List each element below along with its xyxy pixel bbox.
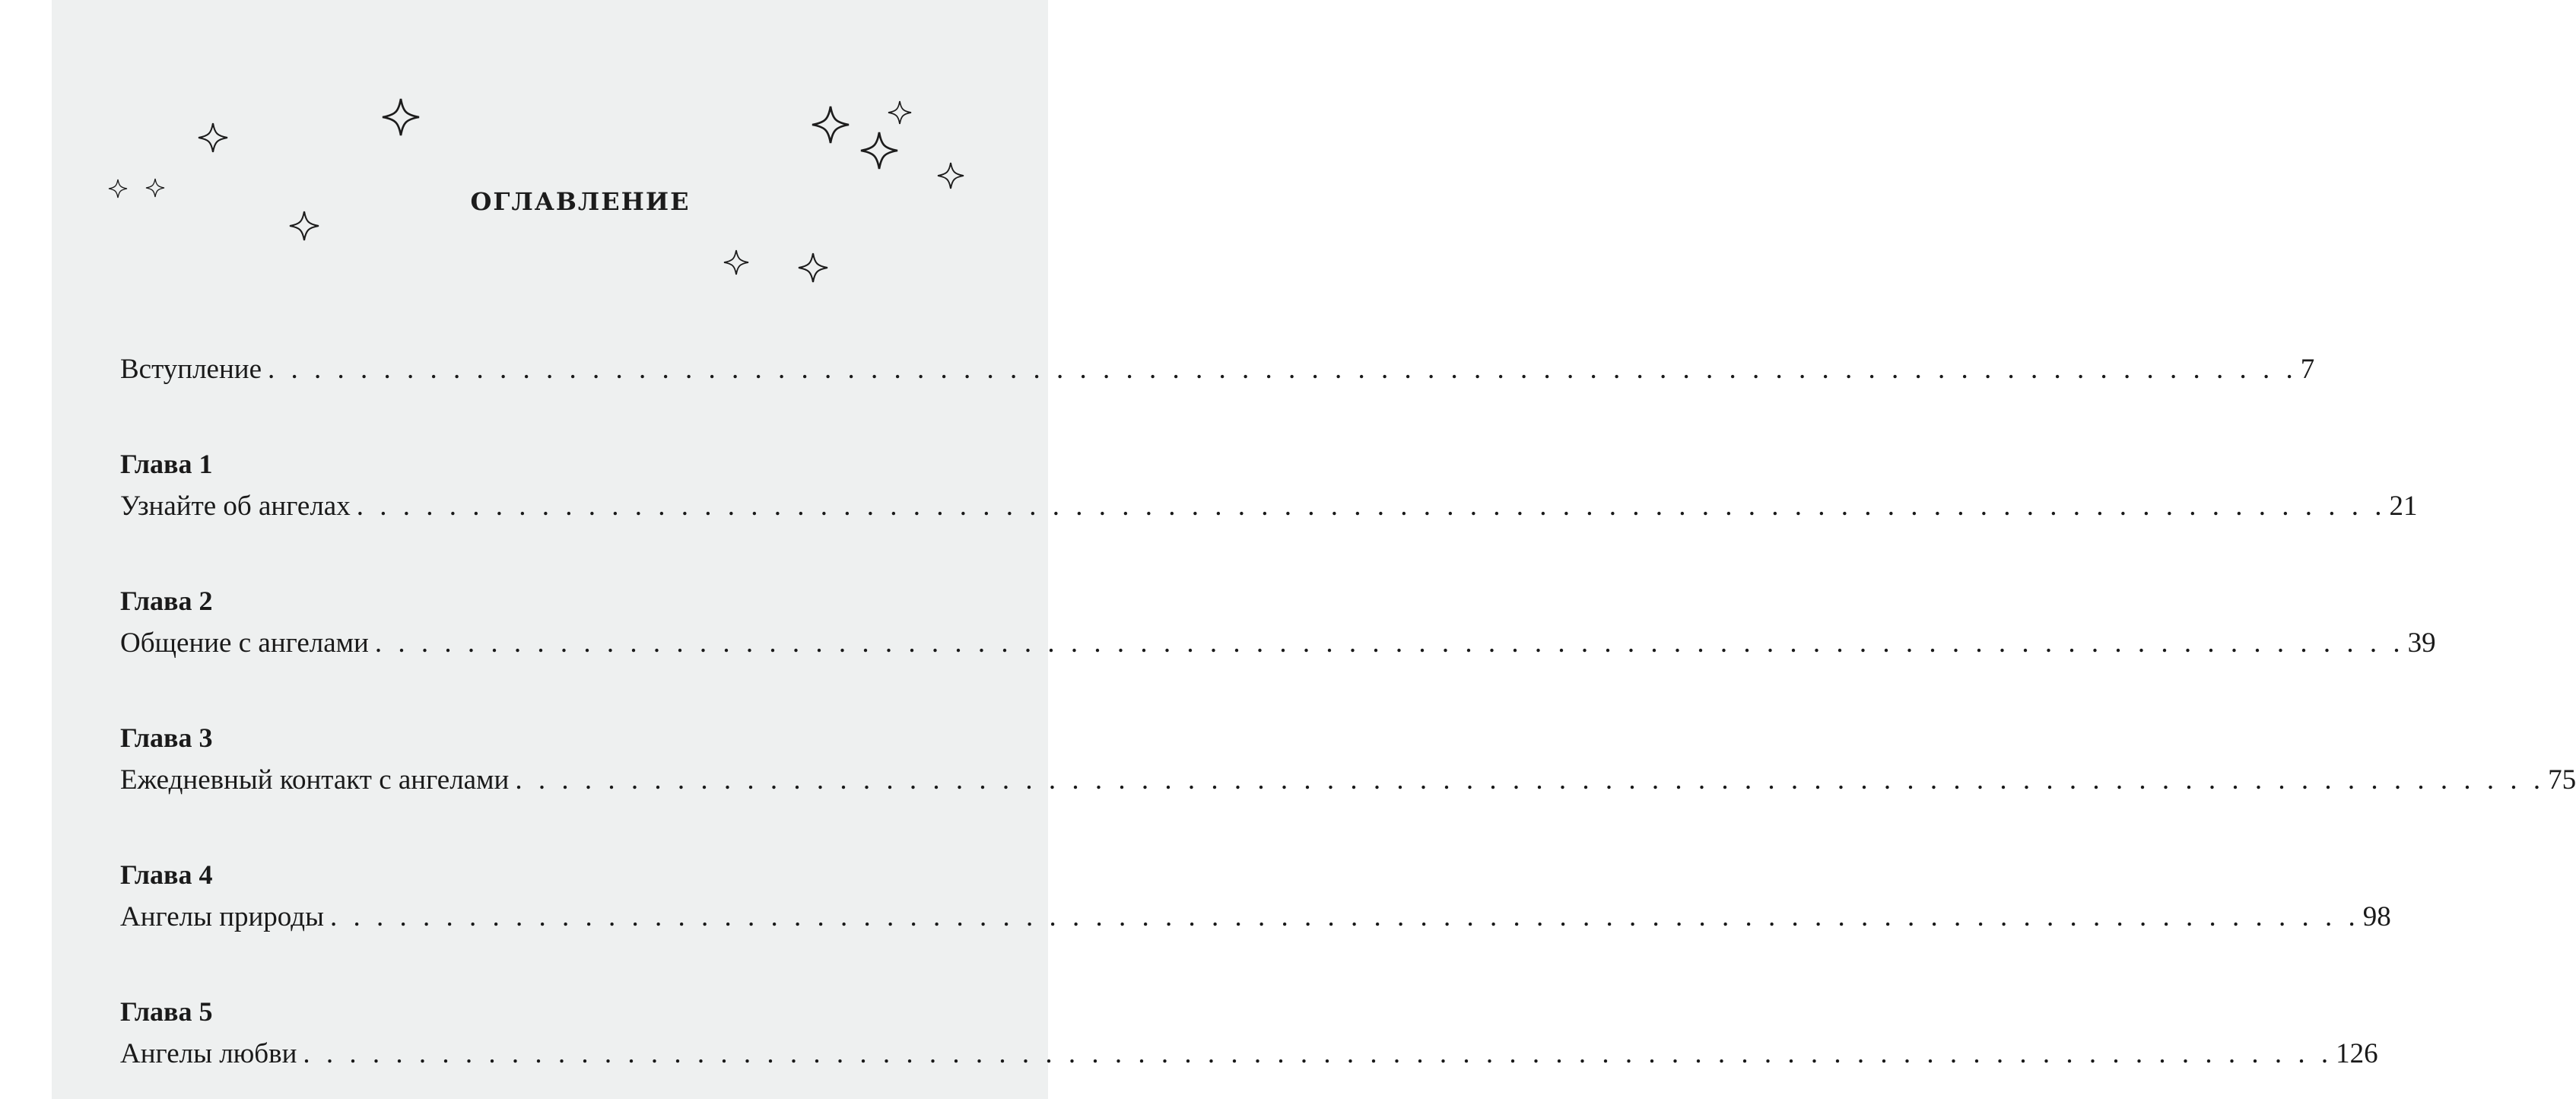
- chapter-label: Глава 3: [120, 723, 213, 753]
- toc-entry[interactable]: [120, 853, 2391, 939]
- entry-page-number: 126: [2336, 1038, 2378, 1069]
- sparkle-star-icon: [799, 253, 827, 282]
- toc-entry[interactable]: [120, 990, 2378, 1075]
- sparkle-star-icon: [812, 106, 849, 143]
- entry-page-number: 98: [2362, 901, 2391, 932]
- toc-entry[interactable]: [120, 348, 2315, 391]
- entry-page-number: 21: [2389, 491, 2418, 522]
- chapter-label: Глава 5: [120, 996, 213, 1027]
- sparkle-star-icon: [199, 123, 227, 152]
- sparkle-star-icon: [888, 101, 911, 124]
- dot-leader: . . . . . . . . . . . . . . . . . . . . . . . . . . . . . . . . . . . . . . . . . . . . . . . . . . . . . . . . . . . . . . . . . . . . . . . . . . . . . . . . . . . . . . . .: [356, 491, 2387, 522]
- dot-leader: . . . . . . . . . . . . . . . . . . . . . . . . . . . . . . . . . . . . . . . . . . . . . . . . . . . . . . . . . . . . . . . . . . . . . . . . . . . . . . . . . . . . . . . .: [515, 764, 2546, 796]
- dot-leader: . . . . . . . . . . . . . . . . . . . . . . . . . . . . . . . . . . . . . . . . . . . . . . . . . . . . . . . . . . . . . . . . . . . . . . . . . . . . . . . . . . . . . . . .: [303, 1038, 2333, 1069]
- entry-title: Ангелы любви: [120, 1038, 297, 1069]
- entry-title: Ежедневный контакт с ангелами: [120, 764, 510, 796]
- entry-title: Ангелы природы: [120, 901, 324, 932]
- toc-entry[interactable]: [120, 443, 2418, 528]
- sparkle-star-icon: [861, 132, 897, 169]
- dot-leader: . . . . . . . . . . . . . . . . . . . . . . . . . . . . . . . . . . . . . . . . . . . . . . . . . . . . . . . . . . . . . . . . . . . . . . . . . . . . . . . . . . . . . . . .: [374, 627, 2405, 659]
- chapter-label: Глава 1: [120, 449, 213, 479]
- book-page: [52, 0, 2576, 1099]
- entry-title: Вступление: [120, 354, 262, 385]
- sparkle-stars: [52, 0, 1048, 304]
- dot-leader: . . . . . . . . . . . . . . . . . . . . . . . . . . . . . . . . . . . . . . . . . . . . . . . . . . . . . . . . . . . . . . . . . . . . . . . . . . . . . . . . . . . . . . . .: [268, 354, 2298, 385]
- toc-entry[interactable]: [120, 580, 2436, 665]
- entry-page-number: 75: [2548, 764, 2576, 796]
- sparkle-star-icon: [724, 250, 748, 275]
- sparkle-star-icon: [383, 99, 419, 135]
- toc-entry[interactable]: [120, 716, 2576, 802]
- entry-page-number: 39: [2407, 627, 2436, 659]
- chapter-label: Глава 4: [120, 859, 213, 890]
- entry-title: Узнайте об ангелах: [120, 491, 351, 522]
- sparkle-star-icon: [938, 163, 964, 189]
- entry-page-number: 7: [2300, 354, 2315, 385]
- entry-title: Общение с ангелами: [120, 627, 369, 659]
- toc-list: [120, 348, 2576, 1075]
- dot-leader: . . . . . . . . . . . . . . . . . . . . . . . . . . . . . . . . . . . . . . . . . . . . . . . . . . . . . . . . . . . . . . . . . . . . . . . . . . . . . . . . . . . . . . . .: [329, 901, 2360, 932]
- toc-heading: ОГЛАВЛЕНИЕ: [470, 187, 691, 216]
- chapter-label: Глава 2: [120, 586, 213, 616]
